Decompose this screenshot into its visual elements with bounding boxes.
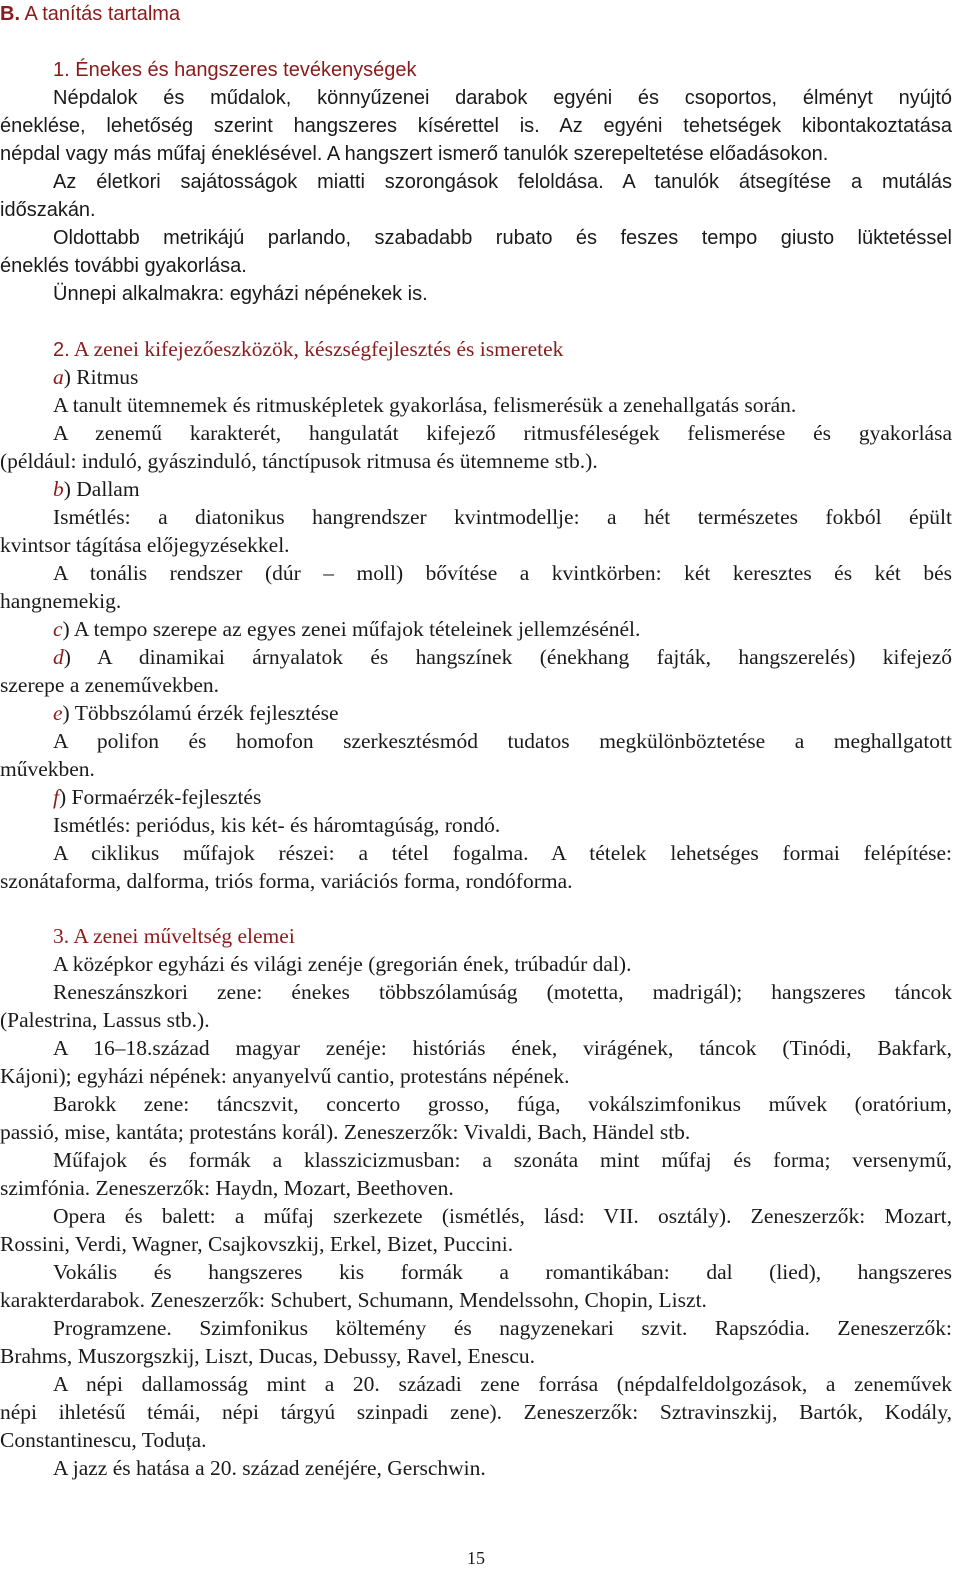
s1-line-6: Oldottabb metrikájú parlando, szabadabb rubato és feszes tempo giusto lüktetéssel bbox=[53, 227, 952, 249]
s2-b-line-2: kvintsor tágítása előjegyzésekkel. bbox=[0, 533, 290, 557]
s3-line-15: Brahms, Muszorgszkij, Liszt, Ducas, Debussy, Ravel, Enescu. bbox=[0, 1344, 536, 1368]
s1-line-8: Ünnepi alkalmakra: egyházi népénekek is. bbox=[53, 283, 428, 305]
s2-b-line-4: hangnemekig. bbox=[0, 589, 122, 613]
heading-2-number: 2. bbox=[53, 339, 70, 361]
s2-f-line-2: A ciklikus műfajok részei: a tétel fogalma. A tételek lehetséges formai felépítése: bbox=[53, 841, 952, 865]
item-c bbox=[53, 615, 952, 643]
s3-line-6: Barokk zene: táncszvit, concerto grosso, fúga, vokálszimfonikus művek (oratórium, bbox=[53, 1092, 952, 1116]
s2-e-line-2: művekben. bbox=[0, 757, 95, 781]
section-title-text: A tanítás tartalma bbox=[20, 3, 181, 25]
subheading-b bbox=[53, 475, 952, 503]
s1-line-4: Az életkori sajátosságok miatti szorongások feloldása. A tanulók átsegítése a mutálás bbox=[53, 171, 952, 193]
subheading-a-text: ) Ritmus bbox=[63, 365, 139, 389]
s1-line-1: Népdalok és műdalok, könnyűzenei darabok egyéni és csoportos, élményt nyújtó bbox=[53, 87, 952, 109]
subheading-b-text: ) Dallam bbox=[63, 477, 140, 501]
s3-line-4: A 16–18.század magyar zenéje: históriás ének, virágének, táncok (Tinódi, Bakfark, bbox=[53, 1036, 952, 1060]
s2-d-line-2: szerepe a zeneművekben. bbox=[0, 673, 220, 697]
heading-2-text: A zenei kifejezőeszközök, készségfejlesztés és ismeretek bbox=[69, 337, 564, 361]
s2-a-line-1: A tanult ütemnemek és ritmusképletek gyakorlása, felismerésük a zenehallgatás során. bbox=[53, 393, 797, 417]
subheading-a bbox=[53, 363, 952, 391]
item-d bbox=[53, 643, 952, 671]
s1-line-7: éneklés további gyakorlása. bbox=[0, 255, 247, 277]
label-e: e bbox=[53, 701, 63, 725]
subheading-e-text: ) Többszólamú érzék fejlesztése bbox=[62, 701, 339, 725]
s3-line-8: Műfajok és formák a klasszicizmusban: a szonáta mint műfaj és forma; versenymű, bbox=[53, 1148, 952, 1172]
s3-line-5: Kájoni); egyházi népének: anyanyelvű cantio, protestáns népének. bbox=[0, 1064, 570, 1088]
subheading-f bbox=[53, 783, 952, 811]
s3-line-18: Constantinescu, Toduța. bbox=[0, 1428, 207, 1452]
s1-line-5: időszakán. bbox=[0, 199, 96, 221]
section-letter: B. bbox=[0, 3, 20, 25]
s2-e-line-1: A polifon és homofon szerkesztésmód tudatos megkülönböztetése a meghallgatott bbox=[53, 729, 952, 753]
s3-line-9: szimfónia. Zeneszerzők: Haydn, Mozart, Beethoven. bbox=[0, 1176, 454, 1200]
s2-a-line-2: A zenemű karakterét, hangulatát kifejező ritmusféleségek felismerése és gyakorlása bbox=[53, 421, 952, 445]
s3-line-14: Programzene. Szimfonikus költemény és nagyzenekari szvit. Rapszódia. Zeneszerzők: bbox=[53, 1316, 952, 1340]
subheading-e bbox=[53, 699, 952, 727]
s2-a-line-3: (például: induló, gyászinduló, tánctípusok ritmusa és ütemneme stb.). bbox=[0, 449, 598, 473]
s3-line-17: népi ihletésű témái, népi tárgyú szinpadi zene). Zeneszerzők: Sztravinszkij, Bartók, Kodály, bbox=[0, 1400, 952, 1424]
s3-line-12: Vokális és hangszeres kis formák a romantikában: dal (lied), hangszeres bbox=[53, 1260, 952, 1284]
item-d-text: ) A dinamikai árnyalatok és hangszínek (énekhang fajták, hangszerelés) kifejező bbox=[63, 645, 952, 669]
label-b: b bbox=[53, 477, 64, 501]
s3-line-19: A jazz és hatása a 20. század zenéjére, Gerschwin. bbox=[53, 1456, 486, 1480]
s3-line-11: Rossini, Verdi, Wagner, Csajkovszkij, Erkel, Bizet, Puccini. bbox=[0, 1232, 514, 1256]
s1-line-2: éneklése, lehetőség szerint hangszeres kísérettel is. Az egyéni tehetségek kibontakoztatása bbox=[0, 115, 952, 137]
s3-line-7: passió, mise, kantáta; protestáns korál). Zeneszerzők: Vivaldi, Bach, Händel stb. bbox=[0, 1120, 691, 1144]
s3-line-16: A népi dallamosság mint a 20. századi zene forrása (népdalfeldolgozások, a zeneművek bbox=[53, 1372, 952, 1396]
s3-line-10: Opera és balett: a műfaj szerkezete (ismétlés, lásd: VII. osztály). Zeneszerzők: Mozart, bbox=[53, 1204, 952, 1228]
label-a: a bbox=[53, 365, 64, 389]
section-title bbox=[0, 0, 952, 28]
page-number: 15 bbox=[467, 1548, 485, 1568]
s2-b-line-1: Ismétlés: a diatonikus hangrendszer kvintmodellje: a hét természetes fokból épült bbox=[53, 505, 952, 529]
heading-3: 3. A zenei műveltség elemei bbox=[53, 924, 295, 948]
heading-1: 1. Énekes és hangszeres tevékenységek bbox=[53, 59, 417, 81]
s3-line-1: A középkor egyházi és világi zenéje (gregorián ének, trúbadúr dal). bbox=[53, 952, 632, 976]
s2-f-line-1: Ismétlés: periódus, kis két- és háromtagúság, rondó. bbox=[53, 813, 501, 837]
s3-line-3: (Palestrina, Lassus stb.). bbox=[0, 1008, 210, 1032]
label-d: d bbox=[53, 645, 64, 669]
label-c: c bbox=[53, 617, 63, 641]
s1-line-3: népdal vagy más műfaj éneklésével. A hangszert ismerő tanulók szerepeltetése előadásokon. bbox=[0, 143, 829, 165]
s2-f-line-3: szonátaforma, dalforma, triós forma, variációs forma, rondóforma. bbox=[0, 869, 573, 893]
heading-2 bbox=[53, 335, 952, 363]
s3-line-2: Reneszánszkori zene: énekes többszólamúság (motetta, madrigál); hangszeres táncok bbox=[53, 980, 952, 1004]
s3-line-13: karakterdarabok. Zeneszerzők: Schubert, Schumann, Mendelssohn, Chopin, Liszt. bbox=[0, 1288, 707, 1312]
label-f: f bbox=[53, 785, 59, 809]
item-c-text: ) A tempo szerepe az egyes zenei műfajok tételeinek jellemzésénél. bbox=[62, 617, 641, 641]
subheading-f-text: ) Formaérzék-fejlesztés bbox=[58, 785, 262, 809]
s2-b-line-3: A tonális rendszer (dúr – moll) bővítése a kvintkörben: két keresztes és két bés bbox=[53, 561, 952, 585]
